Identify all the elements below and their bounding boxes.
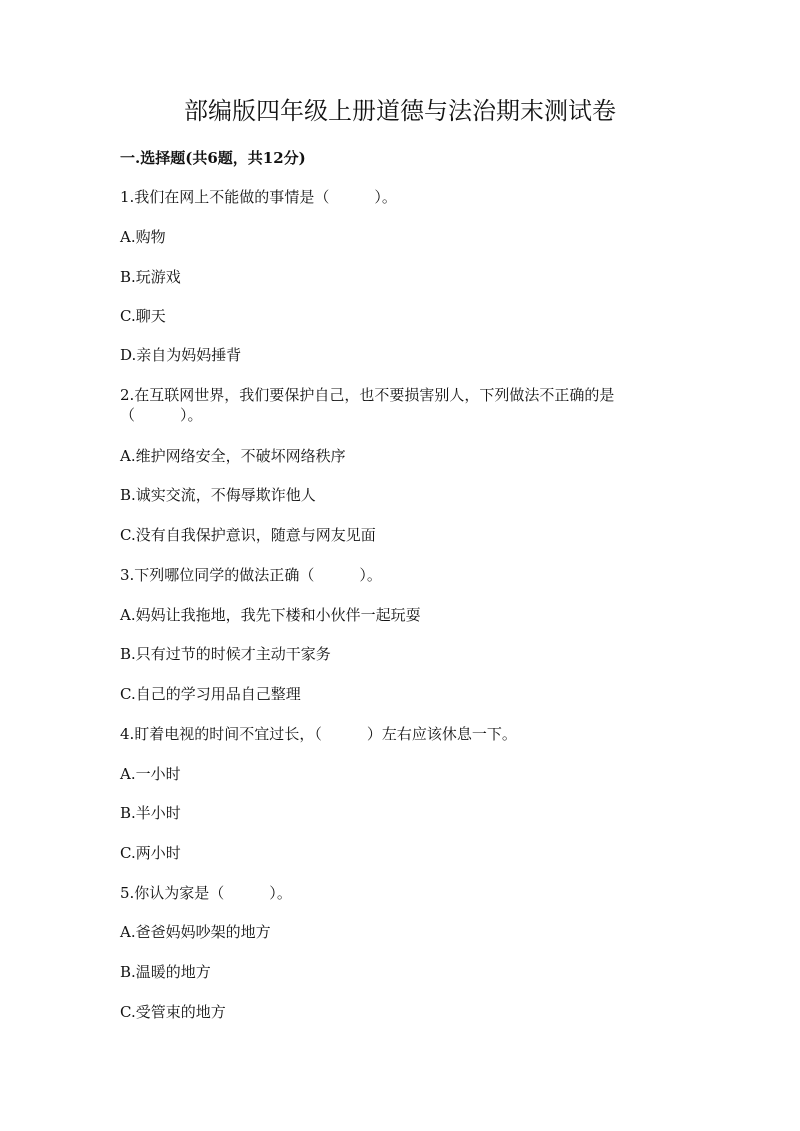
question-5-option-c: C.受管束的地方 <box>120 1003 226 1021</box>
question-4-option-a: A.一小时 <box>120 765 181 783</box>
question-1-option-b: B.玩游戏 <box>120 268 181 286</box>
question-5-option-a: A.爸爸妈妈吵架的地方 <box>120 923 271 941</box>
question-3-option-c: C.自己的学习用品自己整理 <box>120 685 301 703</box>
question-3-option-a: A.妈妈让我拖地，我先下楼和小伙伴一起玩耍 <box>120 606 421 624</box>
question-5-stem: 5.你认为家是（ ）。 <box>120 884 292 902</box>
question-1-option-d: D.亲自为妈妈捶背 <box>120 346 242 364</box>
question-2-stem: 2.在互联网世界，我们要保护自己，也不要损害别人，下列做法不正确的是（ ）。 <box>120 386 615 424</box>
question-4-stem: 4.盯着电视的时间不宜过长，（ ）左右应该休息一下。 <box>120 725 517 743</box>
page-title: 部编版四年级上册道德与法治期末测试卷 <box>184 97 616 125</box>
question-2-option-a: A.维护网络安全，不破坏网络秩序 <box>120 447 346 465</box>
question-5-option-b: B.温暖的地方 <box>120 963 211 981</box>
question-4-option-c: C.两小时 <box>120 844 181 862</box>
question-3-option-b: B.只有过节的时候才主动干家务 <box>120 645 331 663</box>
question-3-stem: 3.下列哪位同学的做法正确（ ）。 <box>120 566 382 584</box>
question-4-option-b: B.半小时 <box>120 804 181 822</box>
question-2-option-c: C.没有自我保护意识，随意与网友见面 <box>120 526 376 544</box>
question-1-stem: 1.我们在网上不能做的事情是（ ）。 <box>120 188 397 206</box>
question-1-option-c: C.聊天 <box>120 307 166 325</box>
section-heading: 一.选择题(共6题，共12分) <box>120 149 306 167</box>
question-2-option-b: B.诚实交流，不侮辱欺诈他人 <box>120 486 316 504</box>
question-1-option-a: A.购物 <box>120 228 166 246</box>
